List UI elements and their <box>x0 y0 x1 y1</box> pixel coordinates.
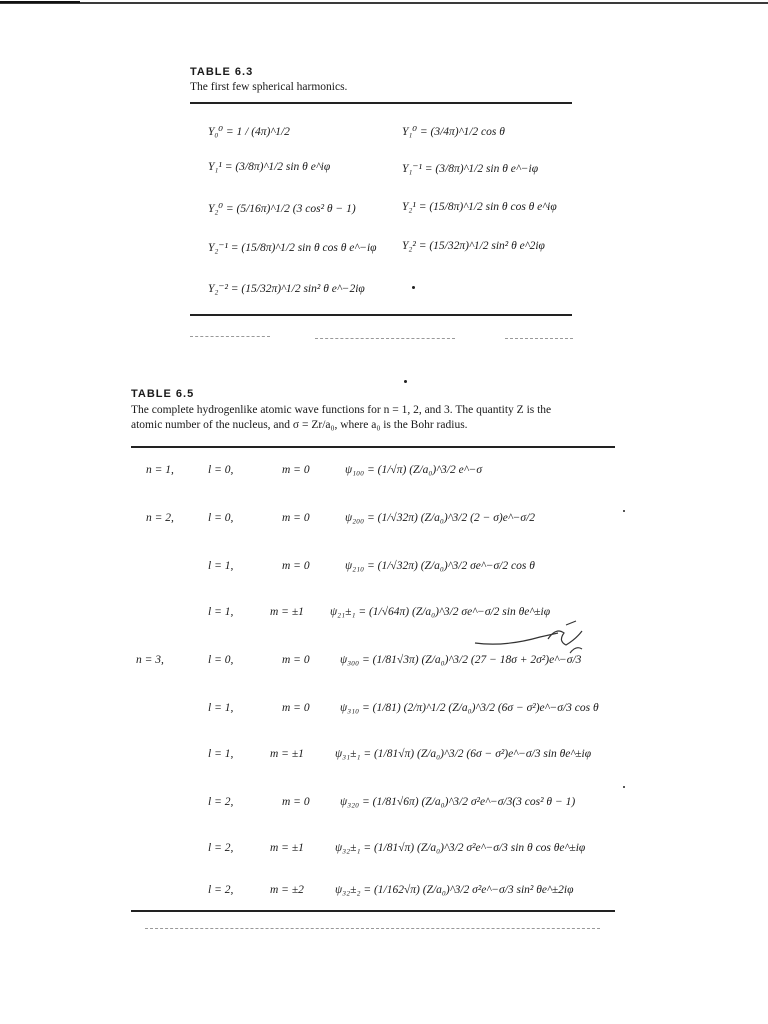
row-m: m = 0 <box>282 560 310 572</box>
row-l: l = 0, <box>208 654 234 666</box>
row-l: l = 1, <box>208 748 234 760</box>
table-6-5-caption-line1: The complete hydrogenlike atomic wave functions for n = 1, 2, and 3. The quantity Z is the <box>131 404 552 416</box>
row-m: m = ±2 <box>270 884 304 896</box>
sh-left-2: Y₂⁰ = (5/16π)^1/2 (3 cos² θ − 1) <box>208 203 356 215</box>
stray-dot <box>623 510 625 512</box>
row-psi: ψ₃₂±₂ = (1/162√π) (Z/a₀)^3/2 σ²e^−σ/3 sin² θe^±2iφ <box>335 884 574 896</box>
row-m: m = 0 <box>282 796 310 808</box>
page-top-rule <box>0 2 768 4</box>
row-l: l = 1, <box>208 702 234 714</box>
row-l: l = 2, <box>208 796 234 808</box>
row-n: n = 3, <box>136 654 164 666</box>
row-l: l = 1, <box>208 606 234 618</box>
row-n: n = 1, <box>146 464 174 476</box>
sh-right-0: Y₁⁰ = (3/4π)^1/2 cos θ <box>402 126 505 138</box>
row-l: l = 1, <box>208 560 234 572</box>
row-psi: ψ₂₁₀ = (1/√32π) (Z/a₀)^3/2 σe^−σ/2 cos θ <box>345 560 535 572</box>
table-6-5-label: TABLE 6.5 <box>131 388 195 400</box>
bleed-dash <box>190 336 270 338</box>
row-psi: ψ₃₁±₁ = (1/81√π) (Z/a₀)^3/2 (6σ − σ²)e^−σ/3 sin θe^±iφ <box>335 748 592 760</box>
table-6-5-top-rule <box>131 446 615 448</box>
row-psi: ψ₃₂±₁ = (1/81√π) (Z/a₀)^3/2 σ²e^−σ/3 sin θ cos θe^±iφ <box>335 842 586 854</box>
table-6-3-top-rule <box>190 102 572 104</box>
sh-right-2: Y₂¹ = (15/8π)^1/2 sin θ cos θ e^iφ <box>402 201 557 213</box>
table-6-3-label: TABLE 6.3 <box>190 66 254 78</box>
table-6-5-caption-line2: atomic number of the nucleus, and σ = Zr/a₀, where a₀ is the Bohr radius. <box>131 419 468 431</box>
row-l: l = 0, <box>208 464 234 476</box>
row-m: m = ±1 <box>270 842 304 854</box>
row-psi: ψ₃₂₀ = (1/81√6π) (Z/a₀)^3/2 σ²e^−σ/3(3 cos² θ − 1) <box>340 796 576 808</box>
row-psi: ψ₂₀₀ = (1/√32π) (Z/a₀)^3/2 (2 − σ)e^−σ/2 <box>345 512 536 524</box>
row-m: m = 0 <box>282 464 310 476</box>
row-m: m = 0 <box>282 702 310 714</box>
sh-right-1: Y₁⁻¹ = (3/8π)^1/2 sin θ e^−iφ <box>402 163 539 175</box>
table-6-3-caption: The first few spherical harmonics. <box>190 81 348 93</box>
row-psi: ψ₂₁±₁ = (1/√64π) (Z/a₀)^3/2 σe^−σ/2 sin θe^±iφ <box>330 606 551 618</box>
table-6-5-bottom-rule <box>131 910 615 912</box>
stray-dot <box>404 380 407 383</box>
sh-left-1: Y₁¹ = (3/8π)^1/2 sin θ e^iφ <box>208 161 331 173</box>
bleed-dash <box>145 928 600 930</box>
stray-dot <box>412 286 415 289</box>
handwritten-annotation <box>470 615 600 660</box>
sh-left-3: Y₂⁻¹ = (15/8π)^1/2 sin θ cos θ e^−iφ <box>208 242 377 254</box>
sh-left-0: Y₀⁰ = 1 / (4π)^1/2 <box>208 126 290 138</box>
row-m: m = ±1 <box>270 606 304 618</box>
bleed-dash <box>315 338 455 340</box>
row-m: m = ±1 <box>270 748 304 760</box>
row-psi: ψ₃₁₀ = (1/81) (2/π)^1/2 (Z/a₀)^3/2 (6σ − σ²)e^−σ/3 cos θ <box>340 702 599 714</box>
page-top-rule-segment <box>0 1 80 3</box>
row-m: m = 0 <box>282 654 310 666</box>
bleed-dash <box>505 338 573 340</box>
row-l: l = 0, <box>208 512 234 524</box>
sh-right-3: Y₂² = (15/32π)^1/2 sin² θ e^2iφ <box>402 240 545 252</box>
stray-dot <box>623 786 625 788</box>
row-l: l = 2, <box>208 884 234 896</box>
row-l: l = 2, <box>208 842 234 854</box>
row-m: m = 0 <box>282 512 310 524</box>
sh-left-4: Y₂⁻² = (15/32π)^1/2 sin² θ e^−2iφ <box>208 283 365 295</box>
row-n: n = 2, <box>146 512 174 524</box>
row-psi: ψ₁₀₀ = (1/√π) (Z/a₀)^3/2 e^−σ <box>345 464 483 476</box>
table-6-3-bottom-rule <box>190 314 572 316</box>
row-psi: ψ₃₀₀ = (1/81√3π) (Z/a₀)^3/2 (27 − 18σ + 2σ²)e^−σ/3 <box>340 654 582 666</box>
